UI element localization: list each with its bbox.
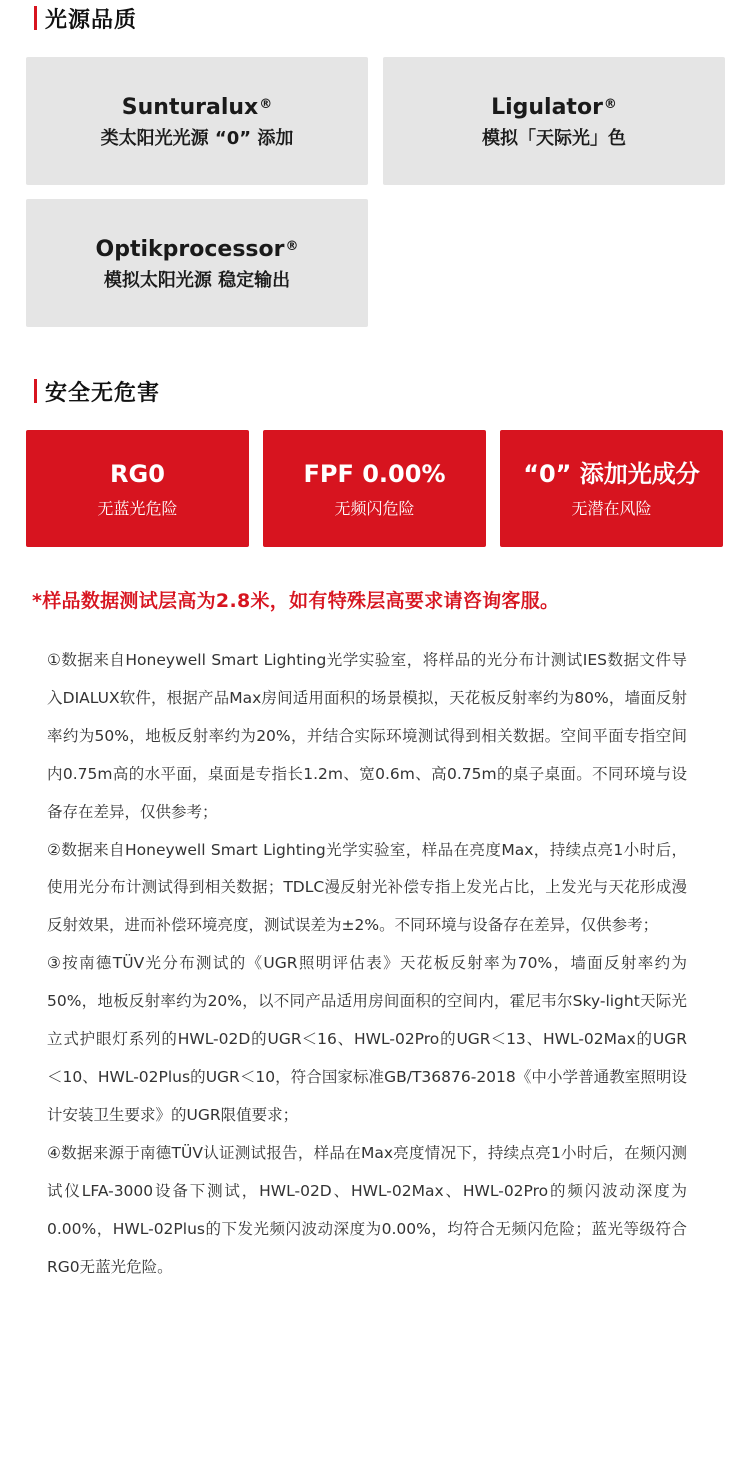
registered-mark: ® [259, 96, 273, 112]
feature-card-optikprocessor [26, 199, 368, 327]
light-quality-title: 光源品质 [45, 7, 138, 33]
feature-card-name: Sunturalux® [121, 94, 273, 120]
footnote-1: ①数据来自Honeywell Smart Lighting光学实验室，将样品的光分布计测试IES数据文件导入DIALUX软件，根据产品Max房间适用面积的场景模拟，天花板反射率约为80%，墙面反射率约为50%，地板反射率约为20%，并结合实际环境测试得到相关数据。空间平面专指空间内0.75m高的水平面，桌面是专指长1.2m、宽0.6m、高0.75m的桌子桌面。不同环境与设备存在差异，仅供参考； [47, 651, 687, 821]
safety-card-sub: 无频闪危险 [334, 498, 415, 518]
footnotes [47, 642, 687, 1286]
registered-mark: ® [285, 238, 299, 254]
registered-mark: ® [603, 96, 617, 112]
feature-card-desc: 类太阳光光源 “0” 添加 [100, 127, 294, 149]
feature-card-desc: 模拟「天际光」色 [482, 127, 626, 149]
safety-card-head: RG0 [110, 459, 165, 488]
safety-card-head: “0” 添加光成分 [523, 459, 700, 488]
heading-accent-bar [34, 6, 37, 30]
safety-card-sub: 无潜在风险 [571, 498, 652, 518]
footnote-4: ④数据来源于南德TÜV认证测试报告，样品在Max亮度情况下，持续点亮1小时后，在频闪测试仪LFA-3000设备下测试，HWL-02D、HWL-02Max、HWL-02Pro的频闪波动深度为0.00%，HWL-02Plus的下发光频闪波动深度为0.00%，均符合无频闪危险；蓝光等级符合RG0无蓝光危险。 [47, 1143, 687, 1276]
safety-title: 安全无危害 [45, 380, 161, 406]
feature-card-ligulator [383, 57, 725, 185]
safety-card-sub: 无蓝光危险 [97, 498, 178, 518]
feature-card-name: Optikprocessor® [95, 236, 299, 262]
safety-card-head: FPF 0.00% [303, 459, 446, 488]
feature-card-name: Ligulator® [491, 94, 617, 120]
test-height-notice: *样品数据测试层高为2.8米，如有特殊层高要求请咨询客服。 [32, 590, 560, 612]
feature-card-desc: 模拟太阳光源 稳定输出 [103, 269, 291, 291]
heading-accent-bar [34, 379, 37, 403]
safety-card-rg0 [26, 430, 249, 547]
safety-heading [34, 374, 160, 408]
footnote-2: ②数据来自Honeywell Smart Lighting光学实验室，样品在亮度Max，持续点亮1小时后，使用光分布计测试得到相关数据；TDLC漫反射光补偿专指上发光占比，上发光与天花形成漫反射效果，进而补偿环境亮度，测试误差为±2%。不同环境与设备存在差异，仅供参考； [47, 840, 687, 935]
light-quality-heading [34, 1, 137, 35]
feature-card-sunturalux [26, 57, 368, 185]
safety-card-fpf [263, 430, 486, 547]
footnote-3: ③按南德TÜV光分布测试的《UGR照明评估表》天花板反射率为70%，墙面反射率约为50%，地板反射率约为20%，以不同产品适用房间面积的空间内，霍尼韦尔Sky-light天际光立式护眼灯系列的HWL-02D的UGR＜16、HWL-02Pro的UGR＜13、HWL-02Max的UGR＜10、HWL-02Plus的UGR＜10，符合国家标准GB/T36876-2018《中小学普通教室照明设计安装卫生要求》的UGR限值要求； [47, 954, 687, 1124]
safety-card-zero-additive [500, 430, 723, 547]
